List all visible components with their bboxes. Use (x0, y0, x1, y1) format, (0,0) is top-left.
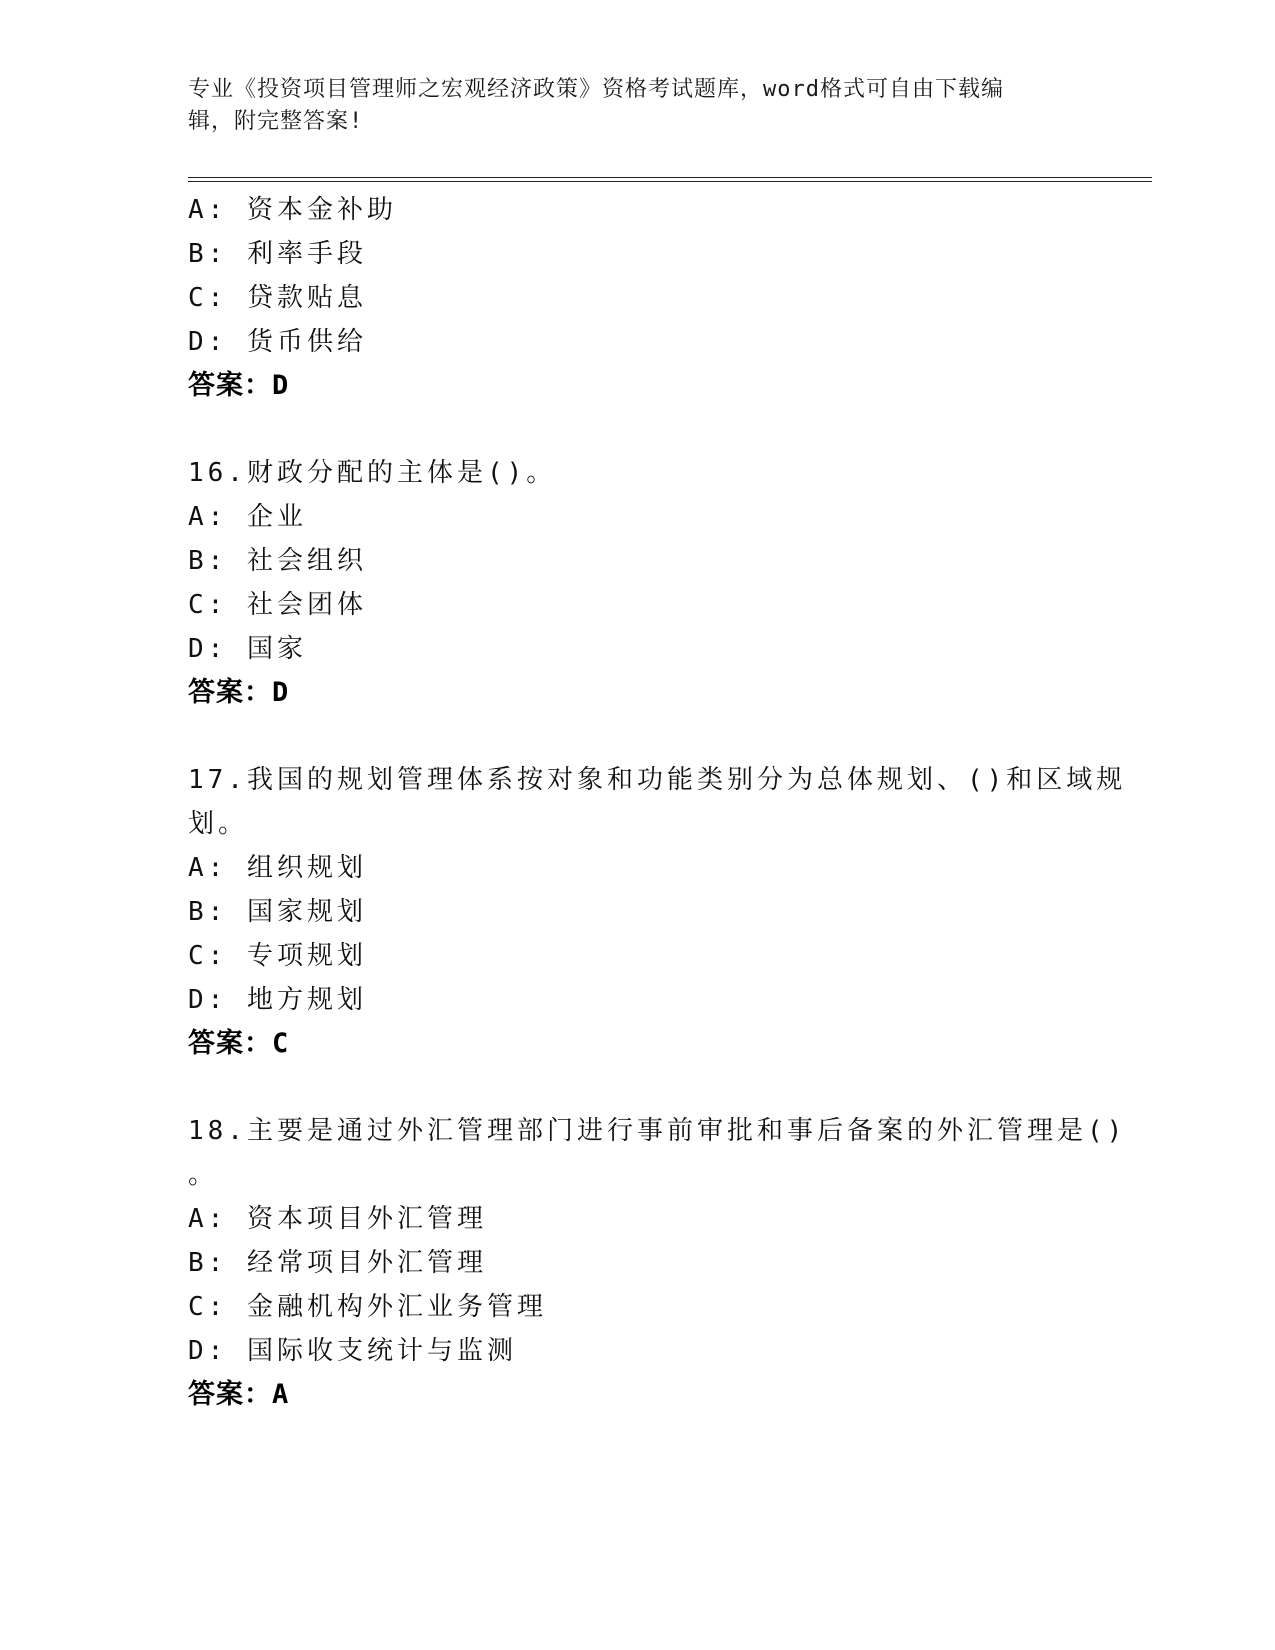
q15-option-d: D: 货币供给 (188, 327, 367, 357)
q18-option-b: B: 经常项目外汇管理 (188, 1248, 487, 1278)
q16-option-b: B: 社会组织 (188, 546, 367, 576)
q16-answer: 答案：D (188, 677, 290, 708)
q16-option-a: A: 企业 (188, 502, 307, 532)
document-header (188, 74, 1068, 138)
q17-option-b: B: 国家规划 (188, 897, 367, 927)
header-line-2: 辑，附完整答案! (188, 109, 364, 134)
q18-stem-line-1: 18.主要是通过外汇管理部门进行事前审批和事后备案的外汇管理是() (188, 1116, 1127, 1146)
q15-option-a: A: 资本金补助 (188, 195, 397, 225)
q15-answer: 答案：D (188, 370, 290, 401)
q16-option-c: C: 社会团体 (188, 590, 367, 620)
q15-option-c: C: 贷款贴息 (188, 283, 367, 313)
q17-stem-line-1: 17.我国的规划管理体系按对象和功能类别分为总体规划、()和区域规 (188, 765, 1127, 795)
header-divider (188, 177, 1152, 182)
q18-stem-line-2: 。 (188, 1160, 219, 1190)
header-line-1: 专业《投资项目管理师之宏观经济政策》资格考试题库，word格式可自由下载编 (188, 77, 1004, 102)
q18-answer: 答案：A (188, 1379, 290, 1410)
q16-option-d: D: 国家 (188, 634, 307, 664)
q15-option-b: B: 利率手段 (188, 239, 367, 269)
q18-option-c: C: 金融机构外汇业务管理 (188, 1292, 547, 1322)
q18-option-d: D: 国际收支统计与监测 (188, 1336, 517, 1366)
q17-stem-line-2: 划。 (188, 809, 249, 839)
q17-option-a: A: 组织规划 (188, 853, 367, 883)
q17-option-c: C: 专项规划 (188, 941, 367, 971)
q18-option-a: A: 资本项目外汇管理 (188, 1204, 487, 1234)
q17-option-d: D: 地方规划 (188, 985, 367, 1015)
q16-stem: 16.财政分配的主体是()。 (188, 458, 557, 488)
q17-answer: 答案：C (188, 1028, 290, 1059)
